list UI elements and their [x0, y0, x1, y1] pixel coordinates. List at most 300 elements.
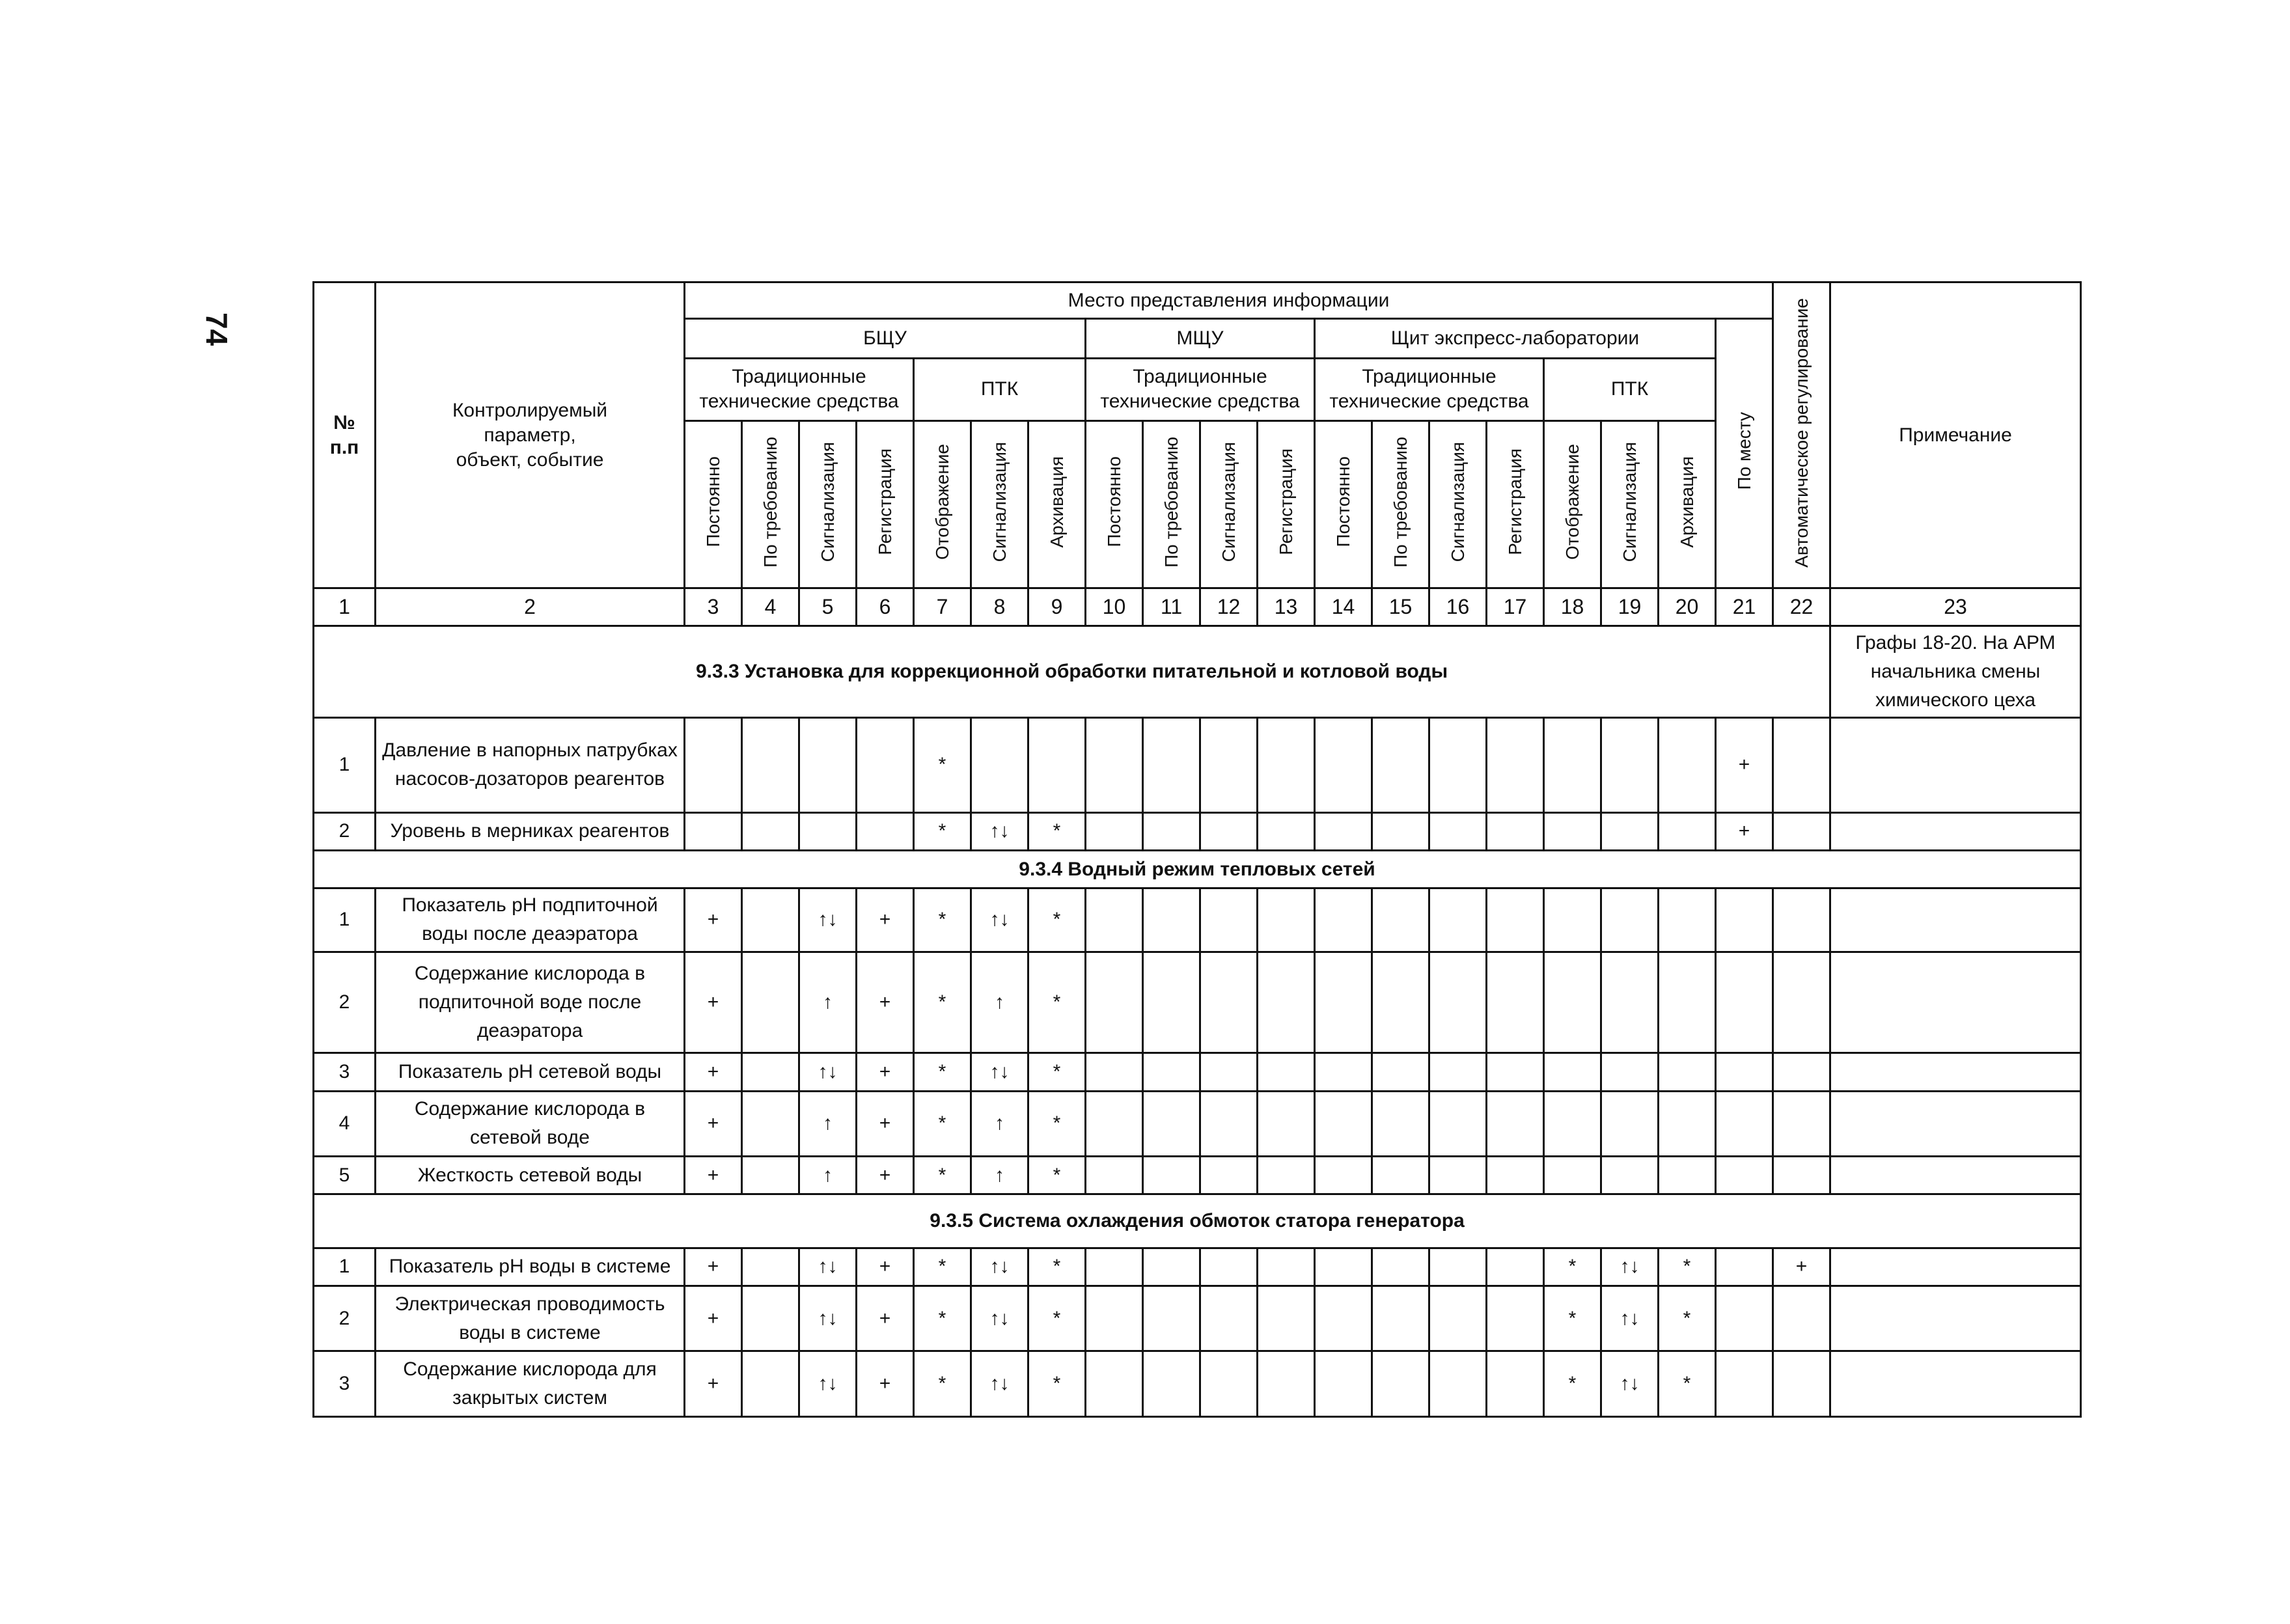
mark-cell-col-16 [1429, 718, 1487, 813]
mark-cell-col-9: * [1028, 1091, 1086, 1156]
col-number: 13 [1258, 588, 1315, 626]
row-number: 1 [314, 718, 376, 813]
mark-cell-col-8: ↑↓ [971, 1286, 1028, 1351]
section-title: 9.3.3 Установка для коррекционной обработки питательной и котловой воды [314, 626, 1830, 718]
mark-cell-col-14 [1315, 952, 1372, 1053]
mark-cell-col-6: + [857, 952, 914, 1053]
mark-cell-col-4 [742, 1091, 799, 1156]
mark-cell-col-21 [1716, 888, 1773, 952]
mark-cell-col-18: * [1544, 1351, 1601, 1417]
sub-header-label: Сигнализация [989, 441, 1010, 562]
row-number: 1 [314, 888, 376, 952]
mark-cell-col-13 [1258, 1053, 1315, 1091]
mark-cell-col-23 [1830, 888, 2081, 952]
table-row [314, 1286, 2081, 1351]
sub-header-14 [1429, 420, 1487, 588]
sub-header-label: Постоянно [702, 456, 723, 547]
mark-cell-col-13 [1258, 1157, 1315, 1194]
col-num-header [314, 282, 376, 588]
mark-cell-col-13 [1258, 718, 1315, 813]
mark-cell-col-14 [1315, 812, 1372, 850]
mark-cell-col-22 [1773, 1157, 1830, 1194]
mark-cell-col-10 [1086, 952, 1143, 1053]
mark-cell-col-5: ↑↓ [799, 1248, 857, 1286]
mark-cell-col-23 [1830, 1091, 2081, 1156]
mark-cell-col-17 [1487, 718, 1544, 813]
mark-cell-col-4 [742, 812, 799, 850]
mark-cell-col-16 [1429, 1091, 1487, 1156]
mark-cell-col-10 [1086, 718, 1143, 813]
mark-cell-col-19 [1601, 812, 1659, 850]
page-number: 74 [200, 312, 234, 346]
row-parameter: Показатель pH сетевой воды [376, 1053, 685, 1091]
row-parameter: Содержание кислорода для закрытых систем [376, 1351, 685, 1417]
mark-cell-col-17 [1487, 888, 1544, 952]
mark-cell-col-17 [1487, 1286, 1544, 1351]
mark-cell-col-20: * [1659, 1248, 1716, 1286]
mark-cell-col-22 [1773, 812, 1830, 850]
mark-cell-col-16 [1429, 1053, 1487, 1091]
mark-cell-col-11 [1143, 1157, 1200, 1194]
mark-cell-col-8 [971, 718, 1028, 813]
sub-header-1 [685, 420, 742, 588]
mark-cell-col-5: ↑↓ [799, 1286, 857, 1351]
mark-cell-col-17 [1487, 812, 1544, 850]
mark-cell-col-4 [742, 1248, 799, 1286]
mark-cell-col-8: ↑↓ [971, 1053, 1028, 1091]
note-header: Примечание [1830, 282, 2081, 588]
sub-header-7 [1028, 420, 1086, 588]
sub-header-5 [914, 420, 971, 588]
mark-cell-col-11 [1143, 1091, 1200, 1156]
mark-cell-col-7: * [914, 1157, 971, 1194]
mark-cell-col-6 [857, 812, 914, 850]
row-number: 2 [314, 952, 376, 1053]
table-row [314, 1053, 2081, 1091]
mark-cell-col-4 [742, 1157, 799, 1194]
mark-cell-col-9: * [1028, 1248, 1086, 1286]
row-parameter: Показатель pH воды в системе [376, 1248, 685, 1286]
mshu-trad-header [1086, 358, 1315, 420]
mark-cell-col-10 [1086, 1286, 1143, 1351]
mark-cell-col-15 [1372, 718, 1429, 813]
mark-cell-col-11 [1143, 888, 1200, 952]
row-number: 5 [314, 1157, 376, 1194]
sub-header-10 [1200, 420, 1258, 588]
mark-cell-col-17 [1487, 1053, 1544, 1091]
mark-cell-col-8: ↑ [971, 1091, 1028, 1156]
mark-cell-col-6: + [857, 1351, 914, 1417]
mark-cell-col-22 [1773, 888, 1830, 952]
mark-cell-col-8: ↑↓ [971, 888, 1028, 952]
sub-header-label: Регистрация [1504, 448, 1525, 555]
mark-cell-col-5: ↑ [799, 1157, 857, 1194]
mark-cell-col-4 [742, 888, 799, 952]
mark-cell-col-21 [1716, 952, 1773, 1053]
mark-cell-col-21 [1716, 1351, 1773, 1417]
table-row [314, 1248, 2081, 1286]
sub-header-9 [1143, 420, 1200, 588]
mark-cell-col-7: * [914, 1286, 971, 1351]
mark-cell-col-19 [1601, 952, 1659, 1053]
mark-cell-col-14 [1315, 1248, 1372, 1286]
mark-cell-col-7: * [914, 1091, 971, 1156]
mark-cell-col-21 [1716, 1053, 1773, 1091]
mark-cell-col-12 [1200, 1157, 1258, 1194]
col-number: 15 [1372, 588, 1429, 626]
mark-cell-col-16 [1429, 1248, 1487, 1286]
sub-header-label: Постоянно [1332, 456, 1353, 547]
mark-cell-col-23 [1830, 1053, 2081, 1091]
mark-cell-col-20 [1659, 952, 1716, 1053]
mark-cell-col-10 [1086, 1248, 1143, 1286]
mark-cell-col-19 [1601, 1157, 1659, 1194]
mark-cell-col-16 [1429, 888, 1487, 952]
mark-cell-col-5 [799, 718, 857, 813]
col-number: 22 [1773, 588, 1830, 626]
mark-cell-col-23 [1830, 952, 2081, 1053]
col-number: 1 [314, 588, 376, 626]
sub-header-label: Отображение [1562, 444, 1582, 560]
col-number: 4 [742, 588, 799, 626]
mark-cell-col-20 [1659, 718, 1716, 813]
mark-cell-col-22 [1773, 1091, 1830, 1156]
place-header: Место представления информации [685, 282, 1773, 319]
mark-cell-col-3: + [685, 1157, 742, 1194]
mark-cell-col-3: + [685, 1351, 742, 1417]
mark-cell-col-6: + [857, 1091, 914, 1156]
col-param-label: Контролируемый параметр, объект, событие [452, 399, 608, 471]
mark-cell-col-10 [1086, 888, 1143, 952]
mark-cell-col-6 [857, 718, 914, 813]
row-parameter: Показатель pH подпиточной воды после деаэратора [376, 888, 685, 952]
mark-cell-col-22: + [1773, 1248, 1830, 1286]
section-title: 9.3.5 Система охлаждения обмоток статора генератора [314, 1194, 2081, 1248]
mark-cell-col-5 [799, 812, 857, 850]
sub-header-label: По требованию [1161, 436, 1181, 568]
mark-cell-col-15 [1372, 1248, 1429, 1286]
mark-cell-col-7: * [914, 952, 971, 1053]
mark-cell-col-22 [1773, 1053, 1830, 1091]
mark-cell-col-21: + [1716, 718, 1773, 813]
mark-cell-col-17 [1487, 1091, 1544, 1156]
mark-cell-col-20 [1659, 888, 1716, 952]
mark-cell-col-19 [1601, 1091, 1659, 1156]
mark-cell-col-13 [1258, 1091, 1315, 1156]
mark-cell-col-23 [1830, 1157, 2081, 1194]
col-number: 6 [857, 588, 914, 626]
mark-cell-col-6: + [857, 1248, 914, 1286]
mark-cell-col-7: * [914, 1351, 971, 1417]
mark-cell-col-18 [1544, 1091, 1601, 1156]
table-row [314, 1157, 2081, 1194]
mark-cell-col-10 [1086, 812, 1143, 850]
mark-cell-col-12 [1200, 1286, 1258, 1351]
row-number: 4 [314, 1091, 376, 1156]
mark-cell-col-19 [1601, 888, 1659, 952]
col-number: 3 [685, 588, 742, 626]
mark-cell-col-11 [1143, 1286, 1200, 1351]
trad-label: Традиционные технические средства [699, 366, 899, 413]
mark-cell-col-9: * [1028, 1157, 1086, 1194]
mark-cell-col-7: * [914, 812, 971, 850]
mark-cell-col-15 [1372, 1157, 1429, 1194]
mark-cell-col-19 [1601, 1053, 1659, 1091]
row-parameter: Содержание кислорода в сетевой воде [376, 1091, 685, 1156]
sub-header-label: Регистрация [1275, 448, 1296, 555]
mark-cell-col-9: * [1028, 1286, 1086, 1351]
mark-cell-col-5: ↑ [799, 1091, 857, 1156]
mark-cell-col-11 [1143, 1248, 1200, 1286]
sub-header-16 [1544, 420, 1601, 588]
mark-cell-col-14 [1315, 888, 1372, 952]
mark-cell-col-11 [1143, 812, 1200, 850]
mark-cell-col-10 [1086, 1351, 1143, 1417]
mark-cell-col-7: * [914, 1053, 971, 1091]
sub-header-label: Сигнализация [1218, 441, 1239, 562]
mark-cell-col-13 [1258, 812, 1315, 850]
mark-cell-col-11 [1143, 952, 1200, 1053]
sub-header-12 [1315, 420, 1372, 588]
table-row [314, 888, 2081, 952]
sub-header-label: Постоянно [1103, 456, 1124, 547]
mark-cell-col-4 [742, 718, 799, 813]
mark-cell-col-6: + [857, 1157, 914, 1194]
lab-ptk-header: ПТК [1544, 358, 1716, 420]
mark-cell-col-20: * [1659, 1286, 1716, 1351]
col-number: 12 [1200, 588, 1258, 626]
mark-cell-col-12 [1200, 812, 1258, 850]
mark-cell-col-6: + [857, 1053, 914, 1091]
mark-cell-col-21 [1716, 1248, 1773, 1286]
mark-cell-col-19 [1601, 718, 1659, 813]
mark-cell-col-18 [1544, 812, 1601, 850]
bshu-header: БЩУ [685, 319, 1086, 358]
col-number: 23 [1830, 588, 2081, 626]
mark-cell-col-8: ↑↓ [971, 1248, 1028, 1286]
table-row [314, 1351, 2081, 1417]
sub-header-17 [1601, 420, 1659, 588]
sub-header-8 [1086, 420, 1143, 588]
bshu-ptk-header: ПТК [914, 358, 1086, 420]
col-number: 7 [914, 588, 971, 626]
mark-cell-col-10 [1086, 1091, 1143, 1156]
mshu-header: МЩУ [1086, 319, 1315, 358]
mark-cell-col-21 [1716, 1091, 1773, 1156]
row-number: 2 [314, 812, 376, 850]
mark-cell-col-16 [1429, 812, 1487, 850]
sub-header-label: Сигнализация [1619, 441, 1640, 562]
mark-cell-col-22 [1773, 1286, 1830, 1351]
mark-cell-col-18 [1544, 952, 1601, 1053]
sub-header-label: Сигнализация [817, 441, 838, 562]
mark-cell-col-14 [1315, 1091, 1372, 1156]
table-row [314, 952, 2081, 1053]
mark-cell-col-12 [1200, 888, 1258, 952]
mark-cell-col-7: * [914, 1248, 971, 1286]
sub-header-19 [1716, 319, 1773, 588]
sub-header-label: Архивация [1046, 456, 1067, 548]
mark-cell-col-15 [1372, 1091, 1429, 1156]
mark-cell-col-21 [1716, 1157, 1773, 1194]
mark-cell-col-9: * [1028, 952, 1086, 1053]
col-number: 19 [1601, 588, 1659, 626]
mark-cell-col-3: + [685, 1248, 742, 1286]
mark-cell-col-15 [1372, 1053, 1429, 1091]
row-parameter: Жесткость сетевой воды [376, 1157, 685, 1194]
mark-cell-col-23 [1830, 718, 2081, 813]
col-number: 18 [1544, 588, 1601, 626]
sub-header-6 [971, 420, 1028, 588]
sub-header-label: По требованию [1390, 436, 1411, 568]
mark-cell-col-16 [1429, 1286, 1487, 1351]
mark-cell-col-4 [742, 1351, 799, 1417]
mark-cell-col-5: ↑↓ [799, 1053, 857, 1091]
mark-cell-col-8: ↑↓ [971, 1351, 1028, 1417]
mark-cell-col-13 [1258, 1286, 1315, 1351]
mark-cell-col-8: ↑↓ [971, 812, 1028, 850]
mark-cell-col-12 [1200, 718, 1258, 813]
sub-header-4 [857, 420, 914, 588]
mark-cell-col-13 [1258, 1351, 1315, 1417]
mark-cell-col-3: + [685, 1286, 742, 1351]
mark-cell-col-9: * [1028, 1053, 1086, 1091]
col-number: 10 [1086, 588, 1143, 626]
mark-cell-col-17 [1487, 1157, 1544, 1194]
mark-cell-col-12 [1200, 1091, 1258, 1156]
mark-cell-col-4 [742, 1053, 799, 1091]
mark-cell-col-18: * [1544, 1286, 1601, 1351]
mark-cell-col-3: + [685, 952, 742, 1053]
mark-cell-col-15 [1372, 1351, 1429, 1417]
table-row [314, 718, 2081, 813]
mark-cell-col-13 [1258, 952, 1315, 1053]
mark-cell-col-18 [1544, 1157, 1601, 1194]
auto-reg-header [1773, 282, 1830, 588]
sub-header-label: По месту [1733, 411, 1754, 490]
mark-cell-col-5: ↑↓ [799, 1351, 857, 1417]
mark-cell-col-4 [742, 952, 799, 1053]
mark-cell-col-11 [1143, 718, 1200, 813]
mark-cell-col-14 [1315, 1053, 1372, 1091]
mark-cell-col-22 [1773, 952, 1830, 1053]
mark-cell-col-5: ↑ [799, 952, 857, 1053]
sub-header-label: Регистрация [874, 448, 895, 555]
row-number: 2 [314, 1286, 376, 1351]
row-parameter: Электрическая проводимость воды в системе [376, 1286, 685, 1351]
mark-cell-col-3: + [685, 1091, 742, 1156]
mark-cell-col-18 [1544, 718, 1601, 813]
mark-cell-col-23 [1830, 1286, 2081, 1351]
mark-cell-col-10 [1086, 1053, 1143, 1091]
sub-header-2 [742, 420, 799, 588]
mark-cell-col-5: ↑↓ [799, 888, 857, 952]
mark-cell-col-8: ↑ [971, 952, 1028, 1053]
mark-cell-col-23 [1830, 1351, 2081, 1417]
row-parameter: Уровень в мерниках реагентов [376, 812, 685, 850]
mark-cell-col-11 [1143, 1351, 1200, 1417]
sub-header-11 [1258, 420, 1315, 588]
mark-cell-col-9: * [1028, 888, 1086, 952]
bshu-trad-header [685, 358, 914, 420]
mark-cell-col-12 [1200, 1248, 1258, 1286]
mark-cell-col-16 [1429, 952, 1487, 1053]
mark-cell-col-12 [1200, 1351, 1258, 1417]
col-param-header [376, 282, 685, 588]
mark-cell-col-19: ↑↓ [1601, 1351, 1659, 1417]
lab-trad-header [1315, 358, 1544, 420]
mark-cell-col-15 [1372, 952, 1429, 1053]
sub-header-3 [799, 420, 857, 588]
sub-header-13 [1372, 420, 1429, 588]
mark-cell-col-3: + [685, 1053, 742, 1091]
mark-cell-col-15 [1372, 1286, 1429, 1351]
mark-cell-col-21 [1716, 1286, 1773, 1351]
col-number: 8 [971, 588, 1028, 626]
mark-cell-col-21: + [1716, 812, 1773, 850]
row-number: 3 [314, 1351, 376, 1417]
mark-cell-col-3: + [685, 888, 742, 952]
col-number: 2 [376, 588, 685, 626]
mark-cell-col-3 [685, 812, 742, 850]
sub-header-label: Отображение [931, 444, 952, 560]
mark-cell-col-17 [1487, 1248, 1544, 1286]
mark-cell-col-22 [1773, 718, 1830, 813]
mark-cell-col-23 [1830, 812, 2081, 850]
mark-cell-col-20 [1659, 1091, 1716, 1156]
mark-cell-col-11 [1143, 1053, 1200, 1091]
table-row [314, 1091, 2081, 1156]
mark-cell-col-20 [1659, 1053, 1716, 1091]
mark-cell-col-15 [1372, 888, 1429, 952]
mark-cell-col-6: + [857, 1286, 914, 1351]
mark-cell-col-14 [1315, 1351, 1372, 1417]
mark-cell-col-10 [1086, 1157, 1143, 1194]
mark-cell-col-20 [1659, 812, 1716, 850]
row-parameter: Содержание кислорода в подпиточной воде после деаэратора [376, 952, 685, 1053]
mark-cell-col-13 [1258, 888, 1315, 952]
mark-cell-col-19: ↑↓ [1601, 1248, 1659, 1286]
sub-header-label: Архивация [1676, 456, 1697, 548]
col-number: 17 [1487, 588, 1544, 626]
mark-cell-col-8: ↑ [971, 1157, 1028, 1194]
mark-cell-col-9 [1028, 718, 1086, 813]
sub-header-label: По требованию [760, 436, 780, 568]
mark-cell-col-14 [1315, 1157, 1372, 1194]
mark-cell-col-18 [1544, 1053, 1601, 1091]
mark-cell-col-17 [1487, 1351, 1544, 1417]
mark-cell-col-16 [1429, 1157, 1487, 1194]
lab-header: Щит экспресс-лаборатории [1315, 319, 1716, 358]
mark-cell-col-15 [1372, 812, 1429, 850]
row-number: 3 [314, 1053, 376, 1091]
col-number: 5 [799, 588, 857, 626]
col-number: 16 [1429, 588, 1487, 626]
mark-cell-col-17 [1487, 952, 1544, 1053]
mark-cell-col-20 [1659, 1157, 1716, 1194]
mark-cell-col-23 [1830, 1248, 2081, 1286]
sub-header-label: Сигнализация [1447, 441, 1468, 562]
col-number: 9 [1028, 588, 1086, 626]
mark-cell-col-13 [1258, 1248, 1315, 1286]
mark-cell-col-7: * [914, 888, 971, 952]
row-parameter: Давление в напорных патрубках насосов-дозаторов реагентов [376, 718, 685, 813]
sub-header-18 [1659, 420, 1716, 588]
table-row [314, 812, 2081, 850]
section-title: 9.3.4 Водный режим тепловых сетей [314, 850, 2081, 888]
mark-cell-col-9: * [1028, 1351, 1086, 1417]
col-number: 14 [1315, 588, 1372, 626]
